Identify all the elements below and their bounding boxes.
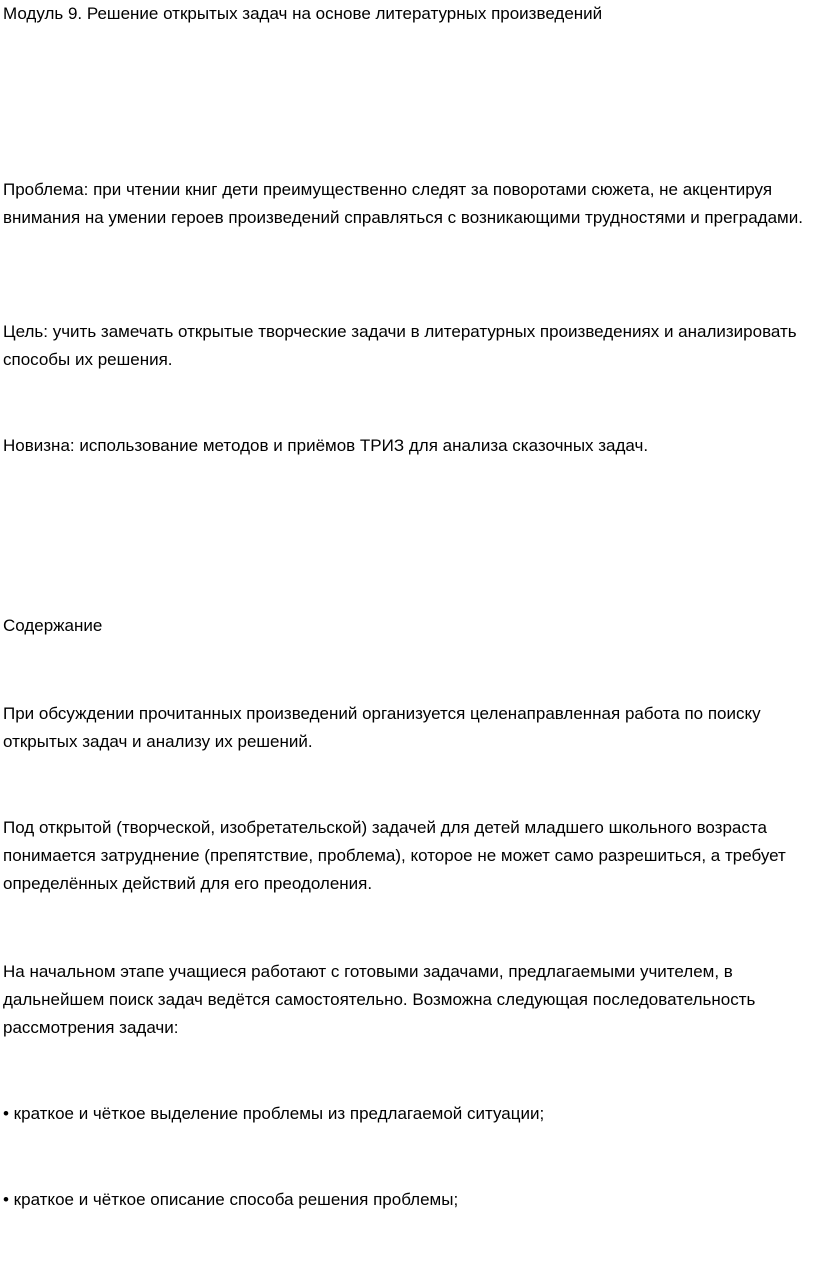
content-heading: Содержание — [3, 616, 103, 635]
content-paragraph-1: При обсуждении прочитанных произведений организуется целенаправленная работа по поиску открытых задач и анализу их решений. — [3, 704, 761, 751]
content-paragraph-3: На начальном этапе учащиеся работают с готовыми задачами, предлагаемыми учителем, в дальнейшем поиск задач ведётся самостоятельно. Возможна следующая последовательность рассмотрения задачи: — [3, 962, 756, 1037]
bullet-item-1: • краткое и чёткое выделение проблемы из предлагаемой ситуации; — [3, 1104, 545, 1123]
problem-paragraph: Проблема: при чтении книг дети преимущественно следят за поворотами сюжета, не акцентируя внимания на умении героев произведений справляться с возникающими трудностями и преградами. — [3, 180, 803, 227]
bullet-item-2: • краткое и чёткое описание способа решения проблемы; — [3, 1190, 459, 1209]
content-paragraph-2: Под открытой (творческой, изобретательской) задачей для детей младшего школьного возраста понимается затруднение (препятствие, проблема), которое не может само разрешиться, а требует определённых действий для его преодоления. — [3, 818, 786, 893]
novelty-paragraph: Новизна: использование методов и приёмов ТРИЗ для анализа сказочных задач. — [3, 436, 649, 455]
goal-paragraph: Цель: учить замечать открытые творческие задачи в литературных произведениях и анализировать способы их решения. — [3, 322, 797, 369]
module-title: Модуль 9. Решение открытых задач на основе литературных произведений — [3, 4, 603, 23]
